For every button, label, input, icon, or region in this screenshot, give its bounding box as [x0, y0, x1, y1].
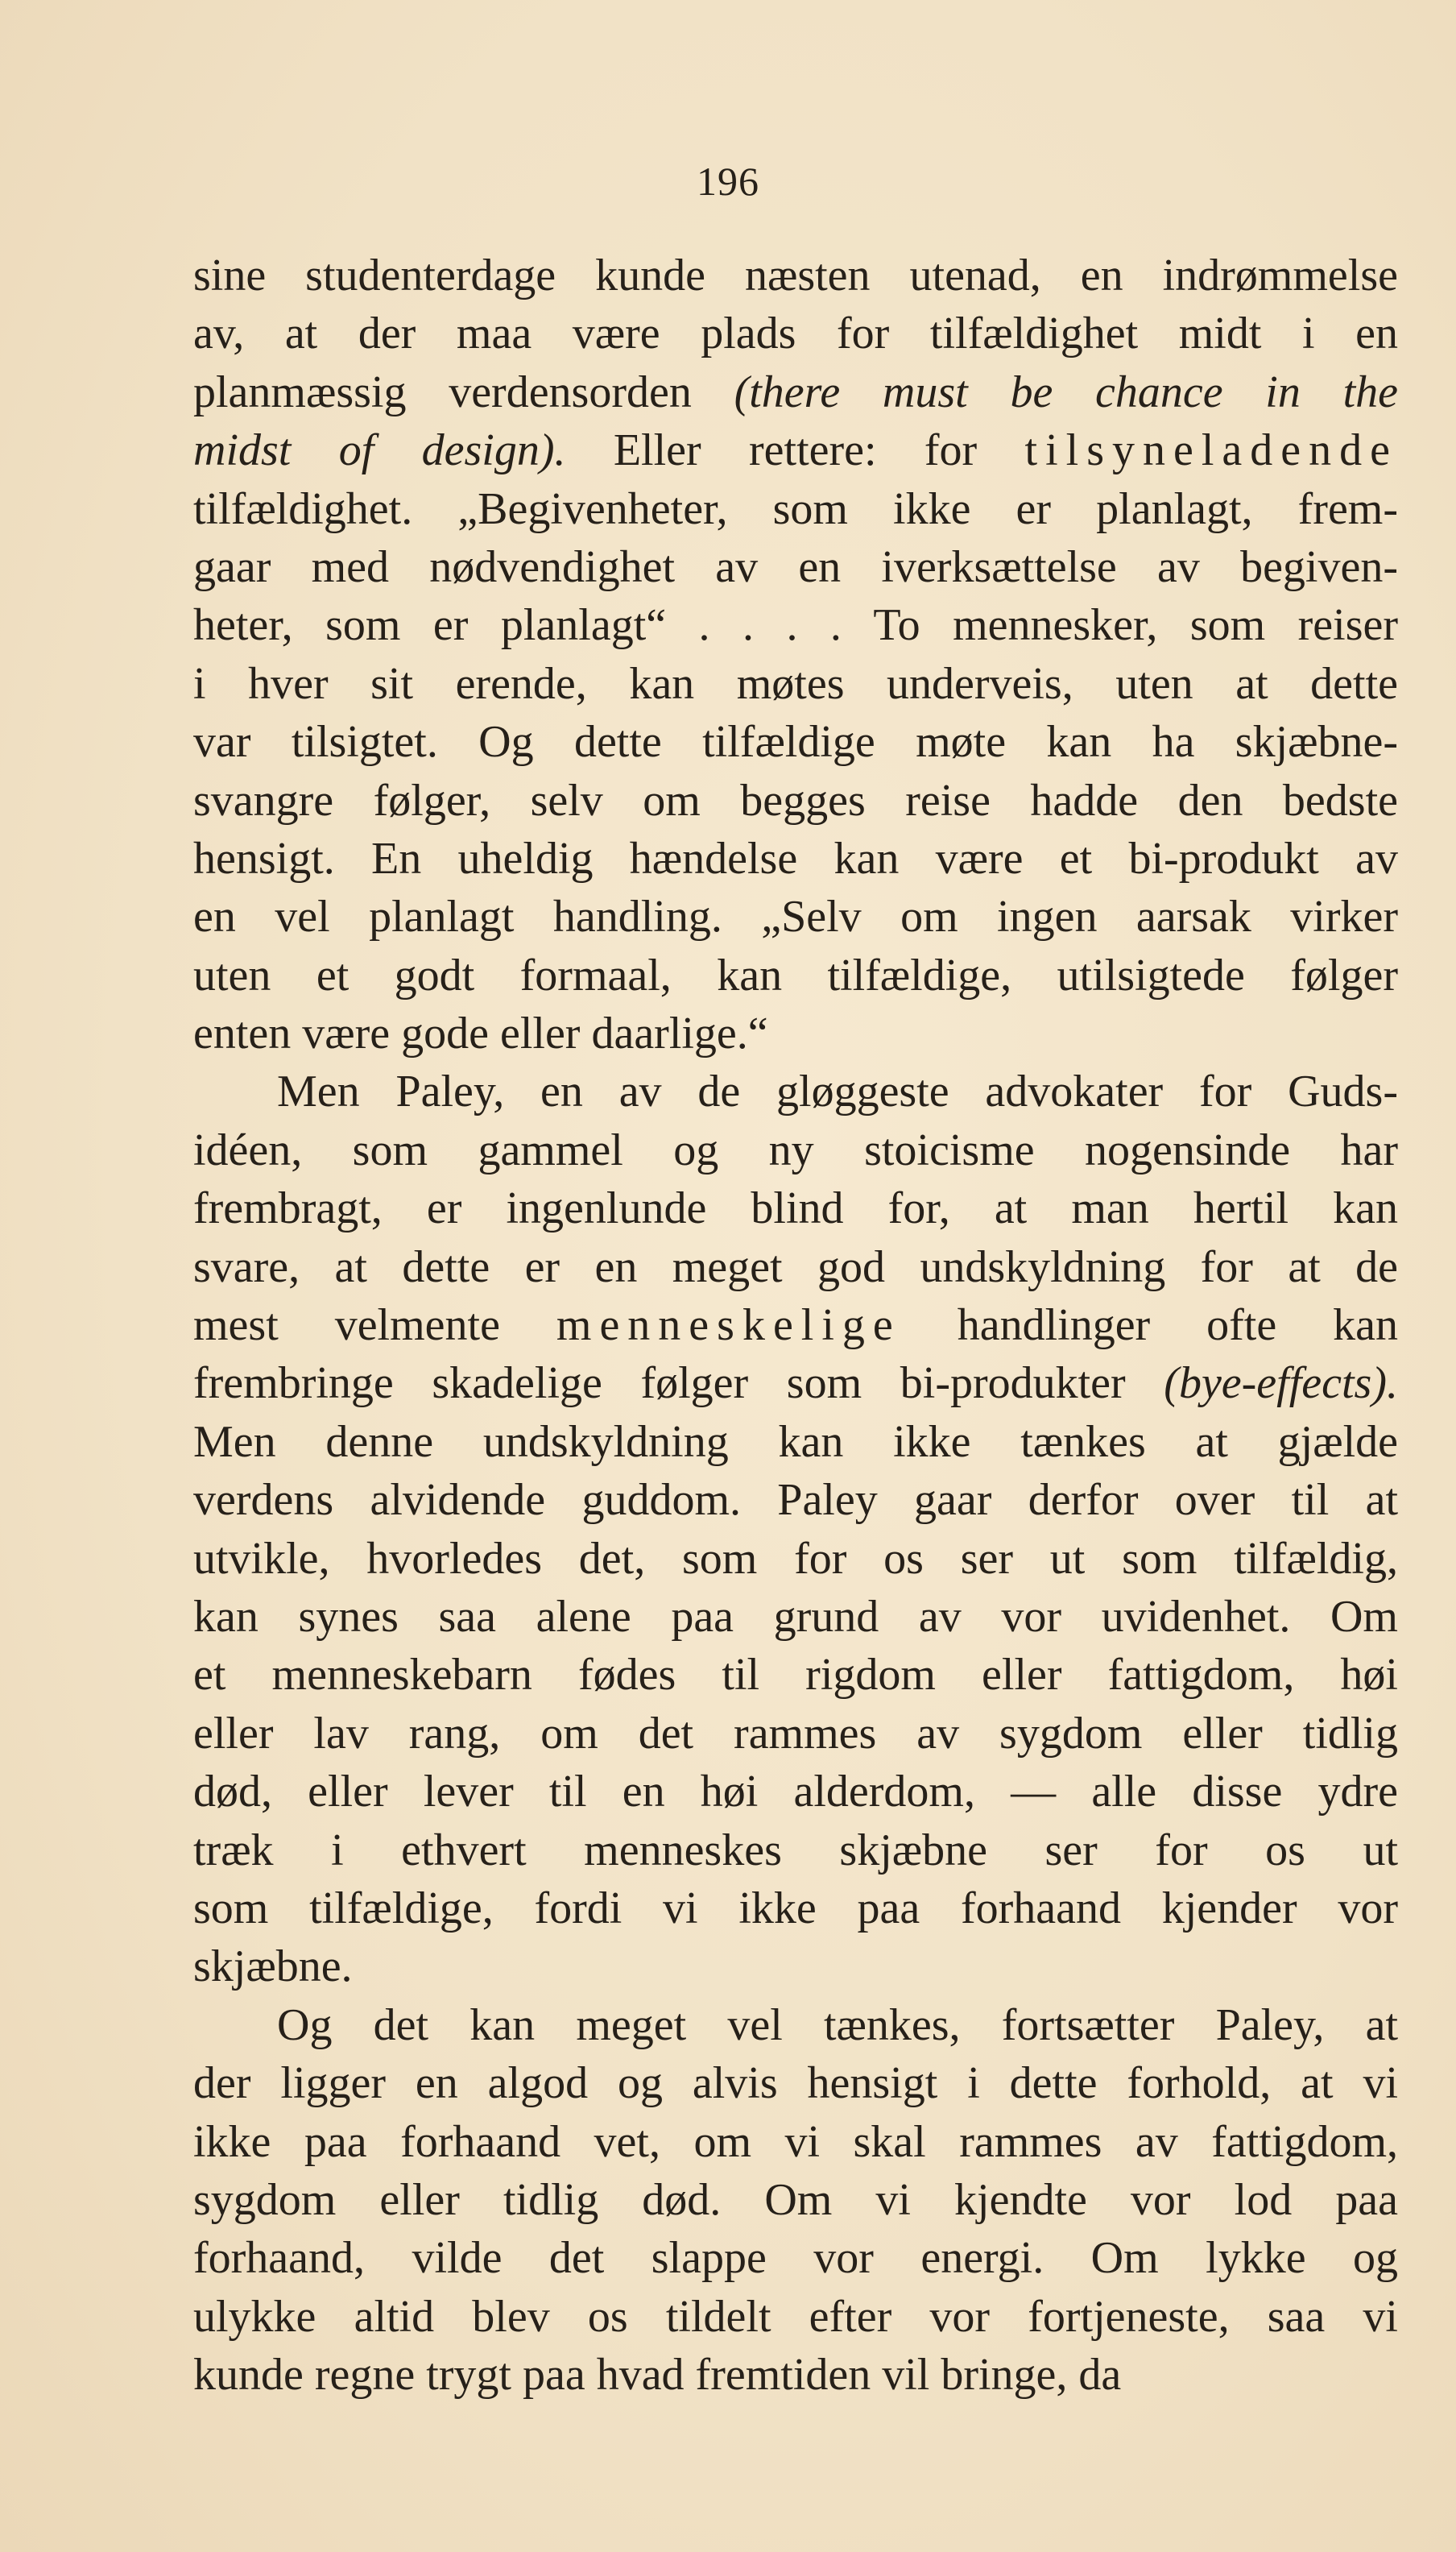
text-run: uten et godt formaal, kan tilfældige, utilsigtede følger — [193, 950, 1398, 1000]
text-line — [193, 2054, 1398, 2112]
text-line — [193, 1413, 1398, 1471]
text-run: en vel planlagt handling. „Selv om ingen aarsak virker — [193, 892, 1398, 942]
text-line — [193, 363, 1398, 421]
text-run: frembragt, er ingenlunde blind for, at man hertil kan — [193, 1183, 1398, 1234]
text-line — [193, 1471, 1398, 1529]
text-line — [193, 1646, 1398, 1704]
text-line — [193, 246, 1398, 304]
paragraph — [193, 1063, 1398, 1995]
text-line — [193, 1238, 1398, 1296]
spaced-emphasis: menneskelige — [556, 1300, 901, 1351]
text-line — [193, 947, 1398, 1005]
text-run: planmæssig verdensorden — [193, 367, 734, 417]
text-run: hensigt. En uheldig hændelse kan være et bi-produkt av — [193, 833, 1398, 884]
text-run: verdens alvidende guddom. Paley gaar derfor over til at — [193, 1475, 1398, 1526]
text-run: mest velmente — [193, 1300, 556, 1351]
spaced-emphasis: tilsyneladende — [1024, 425, 1398, 476]
text-line — [193, 1879, 1398, 1937]
text-run: et menneskebarn fødes til rigdom eller fattigdom, høi — [193, 1650, 1398, 1701]
text-run: skjæbne. — [193, 1941, 353, 1992]
text-line — [193, 1705, 1398, 1763]
italic-phrase: midst of design). — [193, 425, 566, 476]
text-run: kan synes saa alene paa grund av vor uvidenhet. Om — [193, 1591, 1398, 1642]
italic-phrase: (bye-effects). — [1164, 1358, 1398, 1409]
text-line — [193, 304, 1398, 362]
text-run: svangre følger, selv om begges reise hadde den bedste — [193, 775, 1398, 826]
text-line — [193, 480, 1398, 538]
text-run: enten være gode eller daarlige.“ — [193, 1009, 768, 1059]
text-line — [193, 713, 1398, 771]
text-line — [193, 1179, 1398, 1237]
text-line — [193, 421, 1398, 479]
text-run: svare, at dette er en meget god undskyldning for at de — [193, 1241, 1398, 1292]
text-line — [193, 772, 1398, 830]
text-line — [193, 1530, 1398, 1588]
text-run: heter, som er planlagt“ . . . . To mennesker, som reiser — [193, 600, 1398, 651]
text-run: utvikle, hvorledes det, som for os ser ut som tilfældig, — [193, 1533, 1398, 1584]
text-run: ikke paa forhaand vet, om vi skal rammes av fattigdom, — [193, 2116, 1398, 2167]
text-line — [193, 538, 1398, 596]
text-run: død, eller lever til en høi alderdom, — alle disse ydre — [193, 1767, 1398, 1817]
text-run: eller lav rang, om det rammes av sygdom eller tidlig — [193, 1708, 1398, 1759]
text-run: handlinger ofte kan — [900, 1300, 1398, 1351]
text-line — [193, 1063, 1398, 1121]
text-run: sine studenterdage kunde næsten utenad, en indrømmelse — [193, 251, 1398, 300]
text-line — [193, 1937, 1398, 1995]
text-run: kunde regne trygt paa hvad fremtiden vil bringe, da — [193, 2350, 1122, 2401]
text-run: Eller rettere: for — [565, 425, 1025, 476]
paragraph — [193, 246, 1398, 1063]
text-line — [193, 596, 1398, 654]
text-line — [193, 1763, 1398, 1821]
text-line — [193, 888, 1398, 946]
text-line — [193, 2229, 1398, 2287]
text-run: av, at der maa være plads for tilfældighet midt i en — [193, 309, 1398, 359]
text-line — [193, 2346, 1398, 2404]
text-line — [193, 2288, 1398, 2346]
text-line — [193, 1354, 1398, 1412]
italic-phrase: (there must be chance in the — [734, 367, 1399, 417]
text-run: frembringe skadelige følger som bi-produkter — [193, 1358, 1164, 1409]
text-run: idéen, som gammel og ny stoicisme nogensinde har — [193, 1125, 1398, 1175]
text-line — [193, 830, 1398, 888]
text-run: sygdom eller tidlig død. Om vi kjendte vor lod paa — [193, 2174, 1398, 2225]
text-run: der ligger en algod og alvis hensigt i dette forhold, at vi — [193, 2058, 1398, 2109]
text-run: Og det kan meget vel tænkes, fortsætter Paley, at — [277, 1999, 1398, 2050]
text-run: tilfældighet. „Begivenheter, som ikke er planlagt, frem- — [193, 483, 1398, 534]
text-line — [193, 1996, 1398, 2054]
text-run: som tilfældige, fordi vi ikke paa forhaand kjender vor — [193, 1883, 1398, 1933]
text-line — [193, 2171, 1398, 2229]
paragraph — [193, 1996, 1398, 2405]
text-run: træk i ethvert menneskes skjæbne ser for os ut — [193, 1825, 1398, 1875]
text-run: var tilsigtet. Og dette tilfældige møte kan ha skjæbne- — [193, 717, 1398, 768]
text-line — [193, 1005, 1398, 1063]
text-run: gaar med nødvendighet av en iverksættelse av begiven- — [193, 541, 1398, 592]
text-run: i hver sit erende, kan møtes underveis, uten at dette — [193, 658, 1398, 709]
text-line — [193, 1296, 1398, 1354]
text-run: forhaand, vilde det slappe vor energi. Om lykke og — [193, 2233, 1398, 2284]
text-run: ulykke altid blev os tildelt efter vor fortjeneste, saa vi — [193, 2291, 1398, 2342]
text-run: Men denne undskyldning kan ikke tænkes at gjælde — [193, 1416, 1398, 1467]
page-number: 196 — [697, 159, 759, 204]
text-line — [193, 1821, 1398, 1879]
text-run: Men Paley, en av de gløggeste advokater for Guds- — [277, 1067, 1398, 1117]
text-line — [193, 1121, 1398, 1179]
text-line — [193, 2113, 1398, 2171]
text-line — [193, 655, 1398, 713]
text-line — [193, 1588, 1398, 1646]
body-text — [193, 246, 1398, 2404]
